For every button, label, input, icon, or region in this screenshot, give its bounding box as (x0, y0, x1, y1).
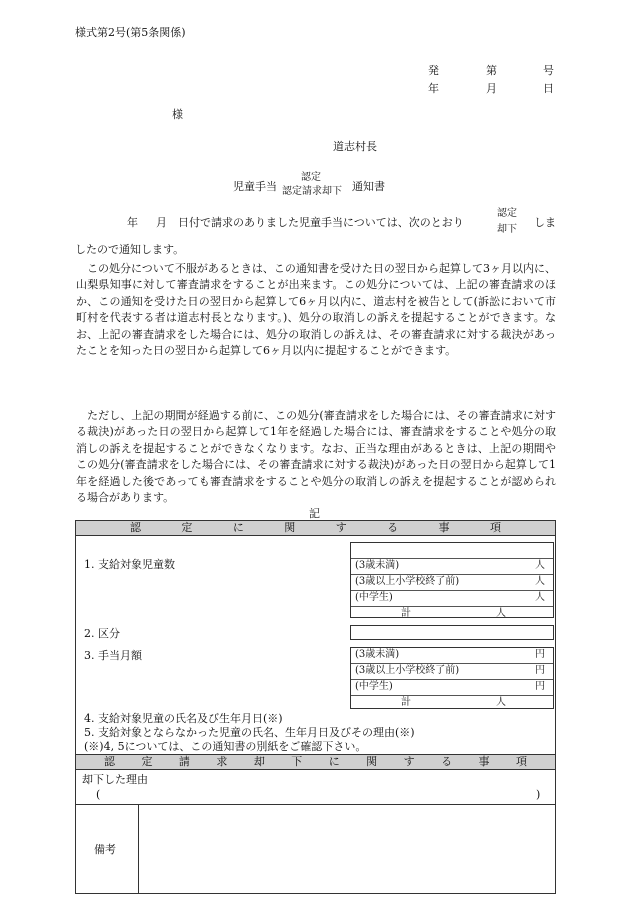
item-children-count: 1. 支給対象児童数 (84, 558, 175, 571)
amount-row-under3: (3歳未満) 円 (351, 648, 553, 664)
number-hatsu: 発 (428, 64, 439, 77)
item-ineligible-names: 5. 支給対象とならなかった児童の氏名、生年月日及びその理由(※) (84, 726, 415, 739)
date-year: 年 (428, 82, 439, 95)
ki-label: 記 (309, 507, 320, 520)
children-count-box (350, 542, 554, 618)
intro-month: 月 (156, 216, 167, 229)
number-go: 号 (543, 64, 554, 77)
section-rejection-header: 認 定 請 求 却 下 に 関 す る 事 項 (76, 755, 555, 770)
intro-continuation: したので通知します。 (75, 243, 185, 256)
addressee-suffix: 様 (172, 108, 183, 121)
date-day: 日 (543, 82, 554, 95)
children-spacer (351, 543, 553, 559)
remarks-divider (76, 804, 555, 805)
rejection-reason-field[interactable] (102, 787, 532, 801)
intro-choice-bottom: 却下 (497, 224, 517, 235)
remarks-column-divider (138, 804, 139, 893)
intro-text: 日付で請求のありました児童手当については、次のとおり (178, 216, 464, 229)
item-eligible-names: 4. 支給対象児童の氏名及び生年月日(※) (84, 712, 283, 725)
number-dai: 第 (486, 64, 497, 77)
rejection-reason-label: 却下した理由 (82, 773, 148, 786)
section-approval-header: 認 定 に 関 す る 事 項 (76, 521, 555, 536)
category-field[interactable] (350, 625, 554, 640)
title-suffix: 通知書 (352, 180, 385, 193)
title-prefix: 児童手当 (233, 180, 277, 193)
sender: 道志村長 (333, 140, 377, 153)
date-month: 月 (486, 82, 497, 95)
intro-choice-top: 認定 (497, 208, 517, 219)
form-table (75, 520, 556, 894)
title-option-bottom: 認定請求却下 (282, 186, 342, 197)
form-id: 様式第2号(第5条関係) (75, 26, 186, 39)
remarks-label: 備考 (94, 843, 116, 856)
amount-row-primary: (3歳以上小学校終了前) 円 (351, 664, 553, 680)
amount-box (350, 647, 554, 709)
title-option-top: 認定 (301, 172, 321, 183)
paragraph-appeal: この処分について不服があるときは、この通知書を受けた日の翌日から起算して3ヶ月以内に、山梨県知事に対して審査請求をすることが出来ます。この処分については、上記の審査請求のほか、この通知を受けた日の翌日から起算して6ヶ月以内に、道志村を被告として(訴訟において市町村を代表する者は道志村長となります。)、処分の取消しの訴えを提起することができます。なお、上記の審査請求をした場合には、処分の取消しの訴えは、その審査請求に対する裁決があったことを知った日の翌日から起算して6ヶ月以内に提起することができます。 (76, 262, 556, 358)
remarks-field[interactable] (140, 806, 552, 891)
paren-open: ( (96, 788, 101, 801)
children-row-junior-high: (中学生) 人 (351, 591, 553, 607)
children-row-total: 計 人 (401, 608, 506, 619)
item-monthly-amount: 3. 手当月額 (84, 649, 142, 662)
paragraph-limit: ただし、上記の期間が経過する前に、この処分(審査請求をした場合には、その審査請求に対する裁決)があった日の翌日から起算して1年を経過した場合には、審査請求をすることや処分の取消しの訴えを提起することができなくなります。なお、正当な理由があるときは、上記の期間やこの処分(審査請求をした場合には、その審査請求に対する裁決)があった日の翌日から起算して1年を経過した後であっても審査請求をすることや処分の取消しの訴えを提起することが認められる場合があります。 (76, 409, 556, 505)
item-category: 2. 区分 (84, 627, 120, 640)
annex-note: (※)4, 5については、この通知書の別紙をご確認下さい。 (84, 740, 367, 753)
intro-year: 年 (127, 216, 138, 229)
paren-close: ) (536, 788, 541, 801)
children-row-primary: (3歳以上小学校終了前) 人 (351, 575, 553, 591)
children-row-under3: (3歳未満) 人 (351, 559, 553, 575)
intro-end: しま (534, 216, 556, 229)
amount-row-junior-high: (中学生) 円 (351, 680, 553, 696)
amount-row-total: 計 人 (401, 697, 506, 708)
